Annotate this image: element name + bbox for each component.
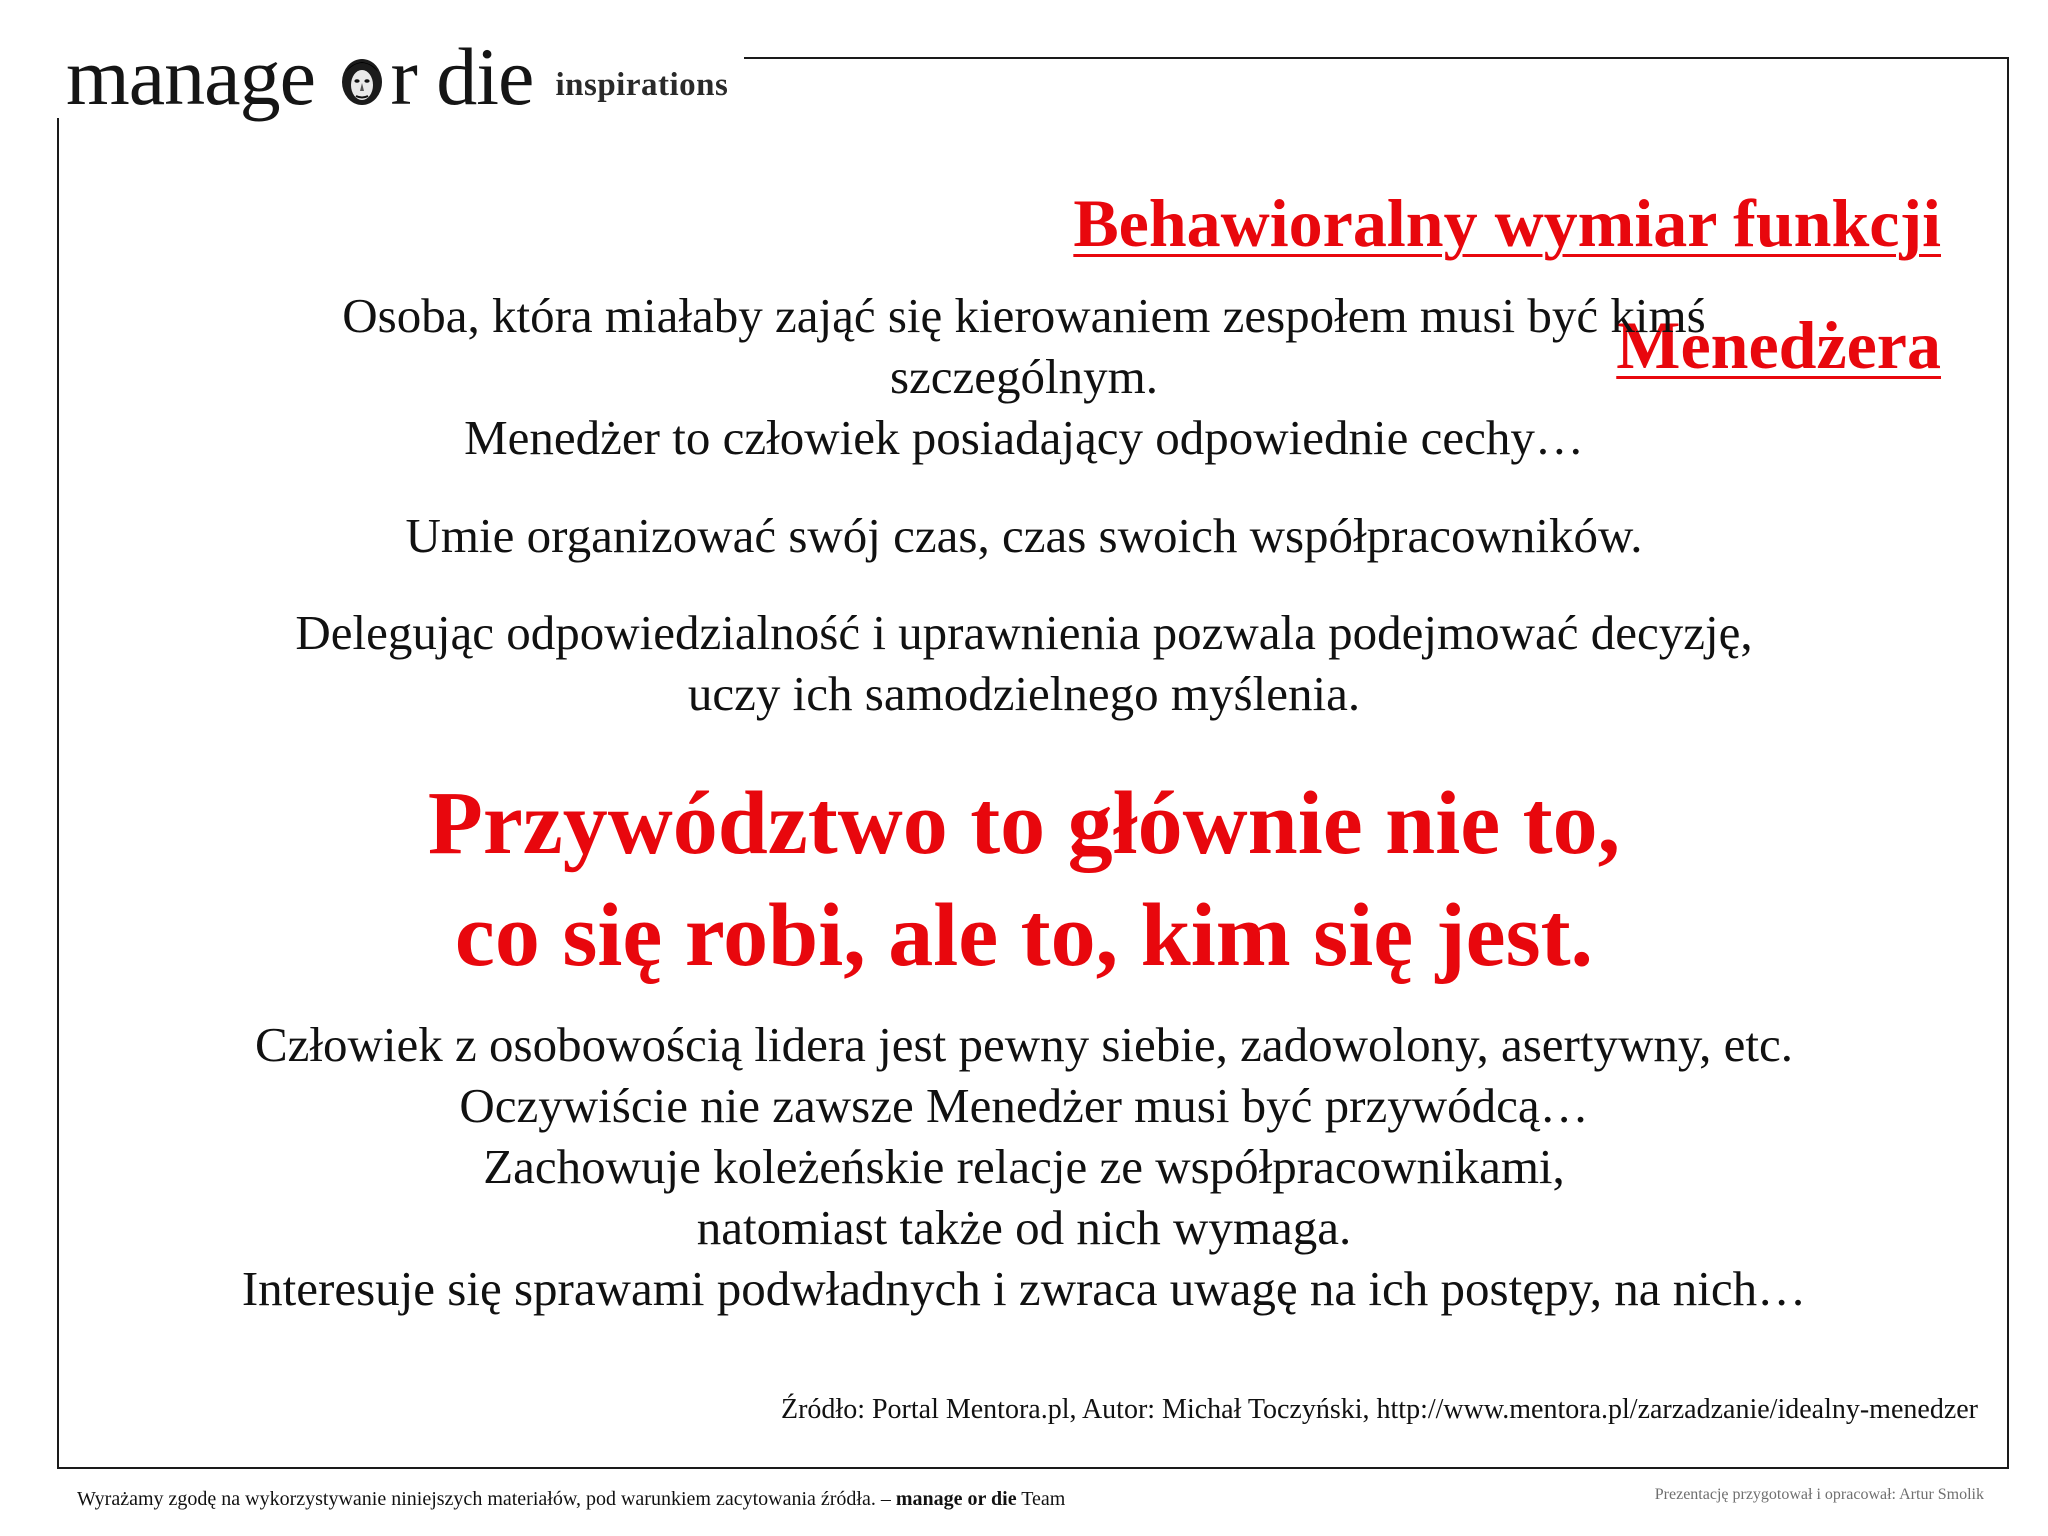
quote-line-2: co się robi, ale to, kim się jest. xyxy=(454,886,1594,985)
intro-line-2: szczególnym. xyxy=(889,349,1159,404)
traits-line-1: Człowiek z osobowością lidera jest pewny siebie, zadowolony, asertywny, etc. xyxy=(254,1017,1794,1072)
intro-paragraph xyxy=(100,285,1948,468)
traits-line-4: natomiast także od nich wymaga. xyxy=(696,1200,1352,1255)
delegate-line-2: uczy ich samodzielnego myślenia. xyxy=(687,666,1361,721)
slide-title-line-2: Menedżera xyxy=(1616,307,1941,383)
traits-line-5: Interesuje się sprawami podwładnych i zwraca uwagę na ich postępy, na nich… xyxy=(241,1261,1807,1316)
organize-line: Umie organizować swój czas, czas swoich współpracowników. xyxy=(405,508,1643,563)
intro-line-3: Menedżer to człowiek posiadający odpowiednie cechy… xyxy=(464,410,1584,465)
portrait-face-icon xyxy=(338,40,386,96)
footer-credit: Prezentację przygotował i opracował: Artur Smolik xyxy=(1654,1486,1984,1503)
logo-wordmark xyxy=(66,31,534,122)
intro-line-1: Osoba, która miałaby zająć się kierowaniem zespołem musi być kimś xyxy=(342,288,1706,343)
leadership-quote xyxy=(100,768,1948,992)
traits-line-3: Zachowuje koleżeńskie relacje ze współpracownikami, xyxy=(483,1139,1565,1194)
traits-paragraph xyxy=(100,1014,1948,1319)
traits-line-2: Oczywiście nie zawsze Menedżer musi być przywódcą… xyxy=(459,1078,1589,1133)
quote-line-1: Przywództwo to głównie nie to, xyxy=(427,774,1621,873)
footer-consent xyxy=(77,1488,1065,1511)
source-citation: Źródło: Portal Mentora.pl, Autor: Michał Toczyński, http://www.mentora.pl/zarzadzanie/idealny-menedzer xyxy=(780,1394,1978,1425)
logo xyxy=(40,8,744,122)
logo-text-manage: manage xyxy=(66,31,335,122)
footer-consent-text: Wyrażamy zgodę na wykorzystywanie niniejszych materiałów, pod warunkiem zacytowania źródła. – xyxy=(77,1488,891,1510)
delegate-paragraph xyxy=(100,602,1948,724)
footer-brand: manage or die xyxy=(895,1488,1017,1510)
logo-subtitle: inspirations xyxy=(555,67,729,103)
delegate-line-1: Delegując odpowiedzialność i uprawnienia pozwala podejmować decyzję, xyxy=(295,605,1753,660)
logo-text-rdie: r die xyxy=(390,31,534,122)
footer-team: Team xyxy=(1021,1488,1066,1510)
organize-paragraph xyxy=(100,505,1948,566)
slide-title-line-1: Behawioralny wymiar funkcji xyxy=(1073,185,1941,261)
